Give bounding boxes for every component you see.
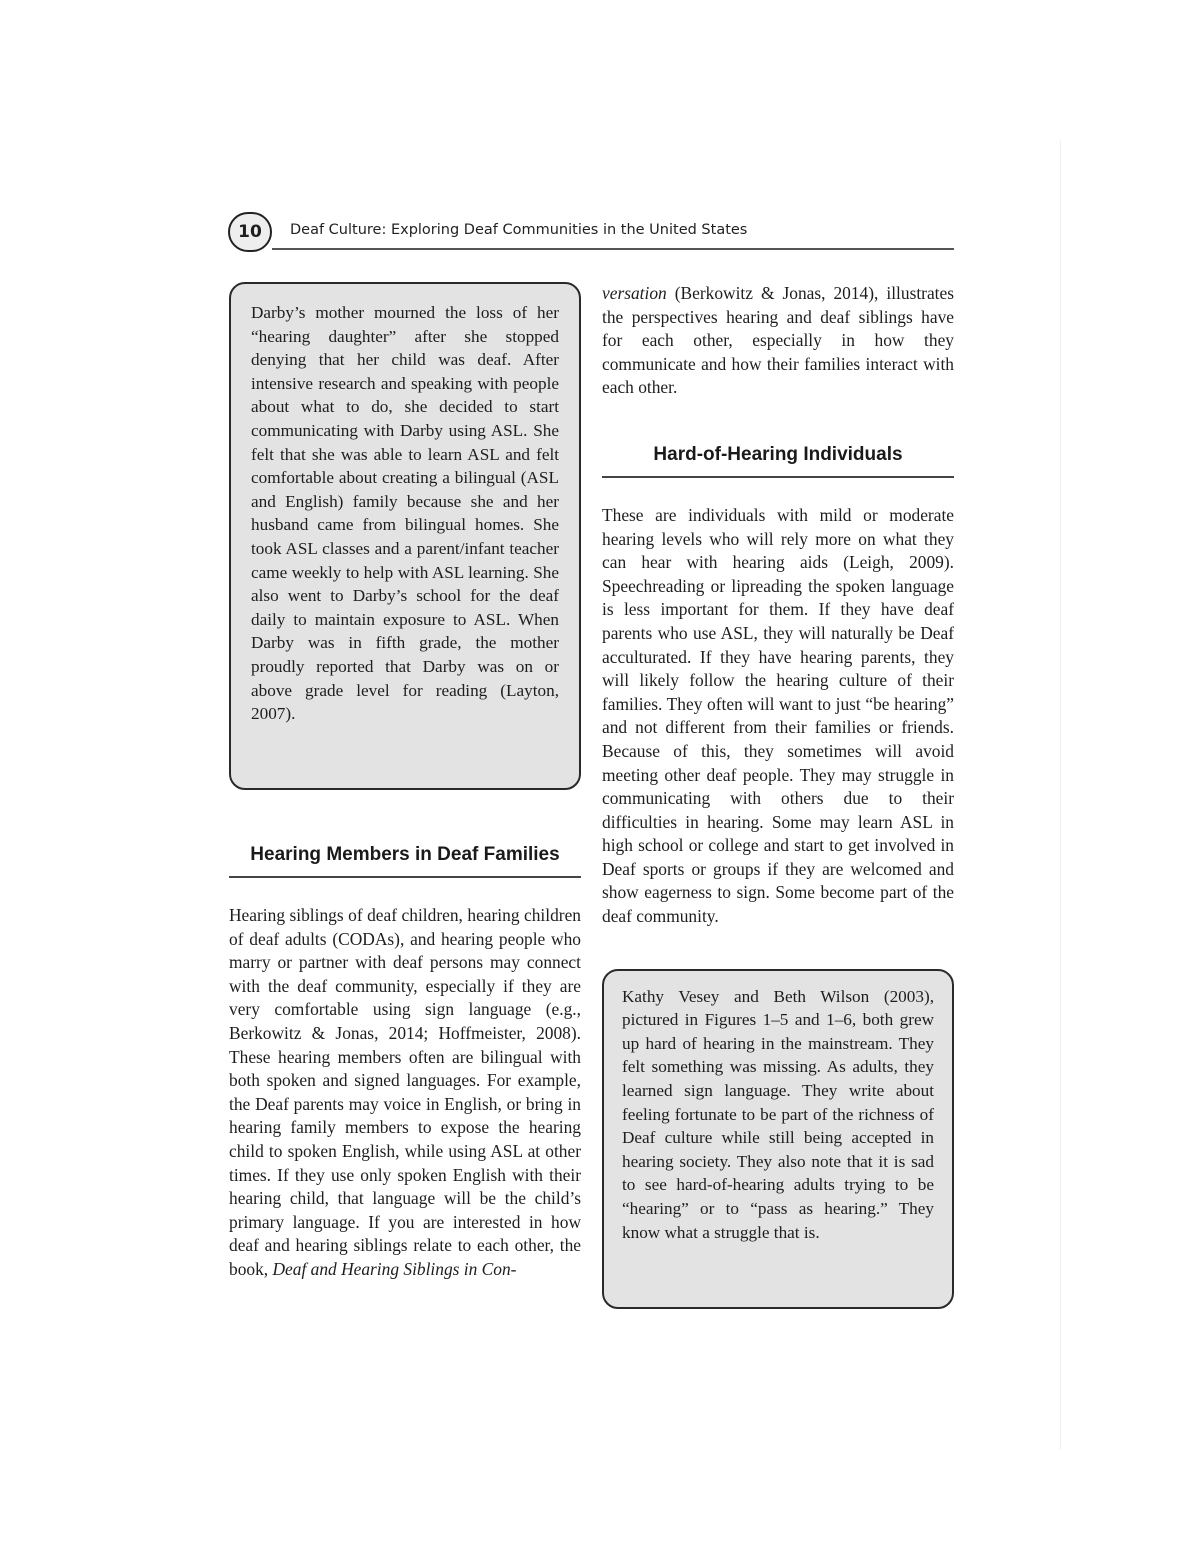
continuation-paragraph (602, 282, 954, 400)
heading-hard-of-hearing: Hard-of-Hearing Individuals (602, 444, 954, 478)
book-title-part2: versation (602, 283, 667, 303)
hearing-members-text: Hearing siblings of deaf children, hearing children of deaf adults (CODAs), and hearing people who marry or partner with deaf persons may connect with the deaf community, especially if they are very comfortable using sign language (e.g., Berkowitz & Jonas, 2014; Hoffmeister, 2008). These hearing members often are bilingual with both spoken and signed languages. For example, the Deaf parents may voice in English, or bring in hearing family members to expose the hearing child to spoken English, while using ASL at other times. If they use only spoken English with their hearing child, that language will be the child’s primary language. If you are interested in how deaf and hearing siblings relate to each other, the book, (229, 905, 581, 1279)
hard-of-hearing-paragraph: These are individuals with mild or moderate hearing levels who will rely more on what they can hear with hearing aids (Leigh, 2009). Speechreading or lipreading the spoken language is less important for them. If they have deaf parents who use ASL, they will naturally be Deaf acculturated. If they have hearing parents, they will likely follow the hearing culture of their families. They often will want to just “be hearing” and not different from their families or friends. Because of this, they sometimes will avoid meeting other deaf people. They may struggle in communicating with others due to their difficulties in hearing. Some may learn ASL in high school or college and start to get involved in Deaf sports or groups if they are welcomed and show eagerness to sign. Some become part of the deaf community. (602, 504, 954, 927)
hearing-members-paragraph (229, 904, 581, 1282)
right-column (602, 282, 954, 1309)
page-edge-line (1060, 140, 1061, 1450)
darby-sidebar-box (229, 282, 581, 790)
heading-hearing-members: Hearing Members in Deaf Families (229, 844, 581, 878)
continuation-text: (Berkowitz & Jonas, 2014), illustrates the perspectives hearing and deaf siblings have for each other, especially in how they communicate and how their families interact with each other. (602, 283, 954, 398)
vesey-wilson-sidebar-text: Kathy Vesey and Beth Wilson (2003), pictured in Figures 1–5 and 1–6, both grew up hard of hearing in the mainstream. They felt something was missing. As adults, they learned sign language. They write about feeling fortunate to be part of the richness of Deaf culture while still being accepted in hearing society. They also note that it is sad to see hard-of-hearing adults trying to be “hearing” or to “pass as hearing.” They know what a struggle that is. (622, 986, 934, 1242)
header-rule (272, 248, 954, 250)
running-head: Deaf Culture: Exploring Deaf Communities in the United States (290, 222, 748, 238)
darby-sidebar-text: Darby’s mother mourned the loss of her “hearing daughter” after she stopped denying that her child was deaf. After intensive research and speaking with people about what to do, she decided to start communicating with Darby using ASL. She felt that she was able to learn ASL and felt comfortable about creating a bilingual (ASL and English) family because she and her husband came from bilingual homes. She took ASL classes and a parent/infant teacher came weekly to help with ASL learning. She also went to Darby’s school for the deaf daily to maintain exposure to ASL. When Darby was in fifth grade, the mother proudly reported that Darby was on or above grade level for reading (Layton, 2007). (251, 303, 559, 724)
left-column (229, 282, 581, 1282)
page-header (228, 210, 954, 254)
page-number-badge: 10 (228, 212, 272, 252)
vesey-wilson-sidebar-box (602, 969, 954, 1309)
book-title-part1: Deaf and Hearing Siblings in Con- (272, 1258, 517, 1279)
